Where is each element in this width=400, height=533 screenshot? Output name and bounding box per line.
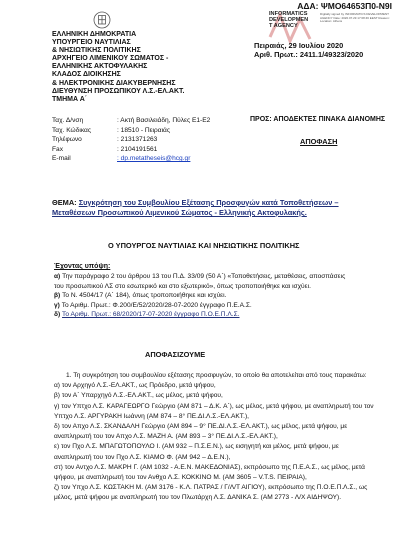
list-item: ζ) τον Υπχο Λ.Σ. ΚΩΣΤΑΚΗ Μ. (ΑΜ 3176 - Κ.Λ. ΠΑΤΡΑΣ / Γ/Λ/Τ ΑΙΓΙΟΥ), εκπρόσωπο της Π.Ο.Ε.Π.Λ.Σ., ως μέλος, μετά ψήφου με αναπληρωτή του τον Πλωτάρχη Λ.Σ. ΔΑΝΙΚΑ Σ. (ΑΜ 2773 - Λ/Χ ΑΙΔΗΨΟΥ). [54,484,368,502]
decision-intro: 1. Τη συγκρότηση του συμβουλίου εξέτασης προσφυγών, το οποίο θα αποτελείται από τους παρακάτω: [66,372,367,379]
list-item: α) τον Αρχηγό Λ.Σ.-ΕΛ.ΑΚΤ., ως Πρόεδρο, μετά ψήφου, [54,382,216,390]
list-item: γ) Το Αριθμ. Πρωτ.: Φ.200/Ε/52/2020/28-07-2020 έγγραφο Π.Ε.Α.Σ. [54,301,252,309]
list-item: δ) τον Απχο Λ.Σ. ΣΚΑΝΔΑΛΗ Γεώργιο (ΑΜ 894 – 9° ΠΕ.ΔΙ.Λ.Σ.-ΕΛ.ΑΚΤ.), ως μέλος, μετά ψήφου, με αναπληρωτή του τον Απχο Λ.Σ. ΜΑΖΗ Α. (ΑΜ 893 – 3° ΠΕ.ΔΙ.Λ.Σ.-ΕΛ.ΑΚΤ.), [54,423,348,441]
decision-body [54,371,374,504]
greek-emblem-icon [93,11,111,29]
signature-note: Digitally signed by INFORMATICS DEVELOPMENT AGENCY Date: 2020.07.29 17:08:46 EEST Reason: Location: Athens [320,12,390,24]
decision-heading: ΑΠΟΦΑΣΙΖΟΥΜΕ [145,350,206,359]
signature-lines: INFORMATICS DEVELOPMEN T AGENCY [269,11,309,29]
contact-details: Ταχ. Δ/νση : Ακτή Βασιλειάδη, Πύλες Ε1-Ε2 Ταχ. Κώδικας : 18510 - Πειραιάς Τηλέφωνο : 2131371263 Fax : 2104191561 E-mail : dp.metatheseis@hcg.gr [52,117,211,162]
list-item: α) Την παράγραφο 2 του άρθρου 13 του Π.Δ. 33/09 (50 Α΄) «Τοποθετήσεις, μεταθέσεις, αποσπάσεις του προσωπικού ΛΣ στο εσωτερικό και στο εξωτερικό», όπως τροποποιήθηκε και ισχύει. [54,273,346,290]
minister-heading: Ο ΥΠΟΥΡΓΟΣ ΝΑΥΤΙΛΙΑΣ ΚΑΙ ΝΗΣΙΩΤΙΚΗΣ ΠΟΛΙΤΙΚΗΣ [108,241,300,250]
email-link[interactable]: : dp.metatheseis@hcg.gr [117,155,191,162]
issuer-header: ΕΛΛΗΝΙΚΗ ΔΗΜΟΚΡΑΤΙΑ ΥΠΟΥΡΓΕΙΟ ΝΑΥΤΙΛΙΑΣ & ΝΗΣΙΩΤΙΚΗΣ ΠΟΛΙΤΙΚΗΣ ΑΡΧΗΓΕΙΟ ΛΙΜΕΝΙΚΟΥ ΣΩΜΑΤΟΣ - ΕΛΛΗΝΙΚΗΣ ΑΚΤΟΦΥΛΑΚΗΣ ΚΛΑΔΟΣ ΔΙΟΙΚΗΣΗΣ & ΗΛΕΚΤΡΟΝΙΚΗΣ ΔΙΑΚΥΒΕΡΝΗΣΗΣ ΔΙΕΥΘΥΝΣΗ ΠΡΟΣΩΠΙΚΟΥ Λ.Σ.-ΕΛ.ΑΚΤ. ΤΜΗΜΑ Α΄ [52,31,185,103]
subject-label: ΘΕΜΑ: [52,198,79,207]
document-date: Πειραιάς, 29 Ιουλίου 2020 [254,41,344,50]
list-item: στ) τον Αντχο Λ.Σ. ΜΑΚΡΗ Γ. (ΑΜ 1032 - Α.Ε.Ν. ΜΑΚΕΔΟΝΙΑΣ), εκπρόσωπο της Π.Ε.Α.Σ., ως μέλος, μετά ψήφου, με αναπληρωτή του τον Ανθχο Λ.Σ. ΚΟΚΚΙΝΟ Μ. (ΑΜ 3605 – V.T.S. ΠΕΙΡΑΙΑ), [54,463,365,482]
ada-number: ΑΔΑ: ΨΜΟ64653Π0-Ν9Ι [297,1,392,11]
list-item: ε) τον Πχο Λ.Σ. ΜΠΑΓΩΤΟΠΟΥΛΟ Ι. (ΑΜ 932 – Π.Σ.Ε.Ν.), ως εισηγητή και μέλος, μετά ψήφου, με αναπληρωτή του τον Πχο Λ.Σ. ΚΙΑΜΟ Φ. (ΑΜ 942 – Δ.Ε.Ν.), [54,443,339,461]
doc-type-heading: ΑΠΟΦΑΣΗ [300,137,338,146]
list-item: β) Το Ν. 4504/17 (Α΄ 184), όπως τροποποιήθηκε και ισχύει. [54,292,227,299]
subject [52,198,352,218]
list-item: γ) τον Υπτχο Λ.Σ. ΚΑΡΑΓΕΩΡΓΟ Γεώργιο (ΑΜ 871 – Δ.Κ. Α΄), ως μέλος, μετά ψήφου, με αναπληρωτή του τον Υπτχο Λ.Σ. ΑΡΓΥΡΑΚΗ Ιωάννη (ΑΜ 874 – 8° ΠΕ.ΔΙ.Λ.Σ.-ΕΛ.ΑΚΤ.), [54,402,374,420]
subject-text: Συγκρότηση του Συμβουλίου Εξέτασης Προσφυγών κατά Τοποθετήσεων – Μεταθέσεων Προσωπικού Λιμενικού Σώματος - Ελληνικής Ακτοφυλακής. [52,198,339,217]
recipients: ΠΡΟΣ: ΑΠΟΔΕΚΤΕΣ ΠΙΝΑΚΑ ΔΙΑΝΟΜΗΣ [250,116,386,123]
list-item: β) τον Α΄ Υπαρχηγό Λ.Σ.-ΕΛ.ΑΚΤ., ως μέλος, μετά ψήφου, [54,392,223,400]
protocol-number: Αριθ. Πρωτ.: 2411.1/49323/2020 [254,50,364,59]
date-protocol [254,41,363,59]
considerations-heading: Έχοντας υπόψη: [54,263,111,270]
considerations-list [54,272,354,320]
digital-signature [266,11,396,45]
list-item: δ) Το Αριθμ. Πρωτ.: 68/2020/17-07-2020 έγγραφο Π.Ο.Ε.Π.Λ.Σ. [54,311,240,318]
